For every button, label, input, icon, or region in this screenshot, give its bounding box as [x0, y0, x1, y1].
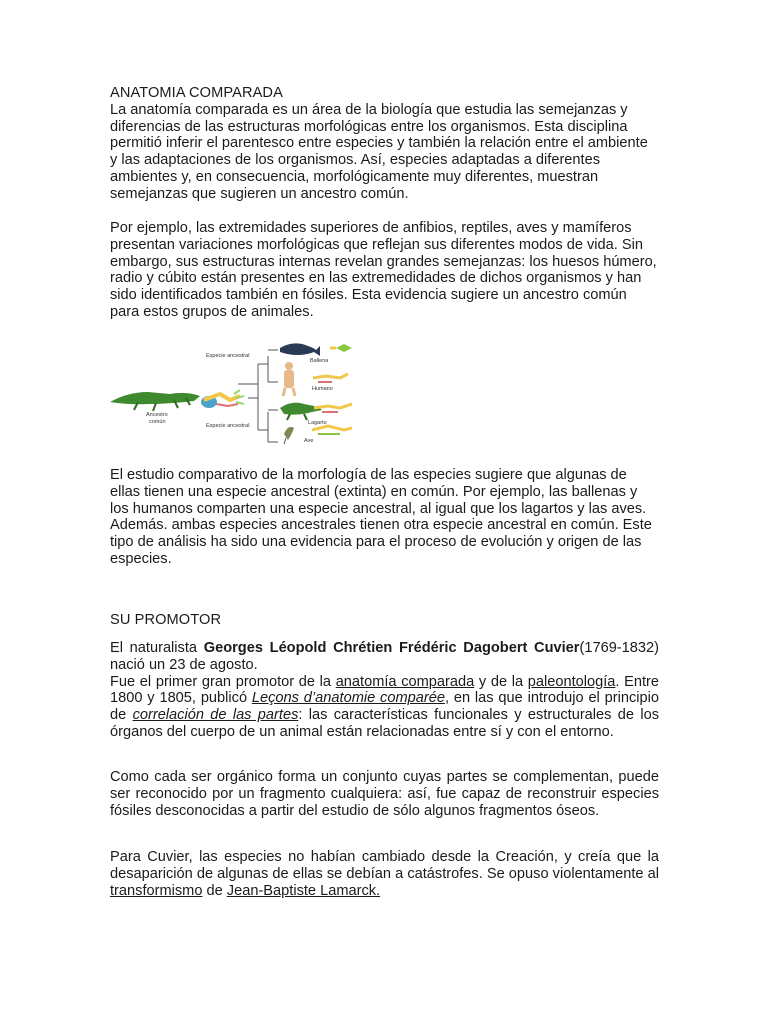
bird-image — [284, 426, 352, 444]
section-promotor — [110, 612, 659, 629]
label-humano: Humano — [312, 386, 333, 392]
section-title-anatomia: ANATOMIA COMPARADA — [110, 85, 283, 101]
ancestor-limb-image — [201, 390, 244, 408]
paragraph-intro: La anatomía comparada es un área de la biología que estudia las semejanzas y diferencias de las estructuras morfológicas entre los organismos. Esta disciplina permitió inferir el parentesco entre especies y también la relación entre el ambiente y las adaptaciones de los organismos. Así, especies adaptadas a diferentes ambientes y, en consecuencia, morfológicamente muy diferentes, muestran semejanzas que sugieren un ancestro común. — [110, 101, 648, 202]
paragraph-cuvier-text: El naturalista Georges Léopold Chrétien Frédéric Dagobert Cuvier(1769-1832) nació un 23 de agosto. Fue el primer gran promotor de la anatomía comparada y de la paleontología. Entre 1800 y 1805, publicó Leçons d’anatomie comparée, en las que introdujo el principio de correlación de las partes: las características funcionales y estructurales de los órganos del cuerpo de un animal están relacionadas entre sí y con el entorno. — [110, 640, 660, 740]
ancestor-reptile-image — [110, 392, 200, 425]
label-ave: Ave — [304, 438, 314, 444]
link-correlacion[interactable]: correlación de las partes — [132, 707, 299, 724]
link-paleontologia[interactable]: paleontología — [527, 673, 616, 690]
label-lagarto: Lagarto — [308, 420, 327, 426]
section-title-promotor: SU PROMOTOR — [110, 612, 222, 628]
label-ancestral-top: Especie ancestral — [206, 353, 250, 359]
phylogeny-figure — [108, 334, 352, 446]
lizard-image — [280, 403, 352, 426]
paragraph-organico-text: Como cada ser orgánico forma un conjunto cuyas partes se complementan, puede ser reconocido por un fragmento cualquiera: así, fue capaz de reconstruir especies fósiles desconocidas a partir del estudio de sólo algunos fragmentos óseos. — [110, 769, 659, 819]
section-anatomia — [110, 85, 659, 203]
paragraph-creacion — [110, 849, 659, 899]
link-anatomia-comparada[interactable]: anatomía comparada — [335, 673, 475, 690]
human-image — [283, 362, 348, 396]
paragraph-cuvier — [110, 640, 659, 741]
label-ancestro: Ancestro — [146, 412, 168, 418]
paragraph-example — [110, 220, 659, 321]
link-lamarck[interactable]: Jean-Baptiste Lamarck. — [226, 882, 381, 899]
paragraph-ancestral-text: El estudio comparativo de la morfología de las especies sugiere que algunas de ellas tienen una especie ancestral (extinta) en común. Por ejemplo, las ballenas y los humanos comparten una especie ancestral, al igual que los lagartos y las aves. Además. ambas especies ancestrales tienen otra especie ancestral en común. Este tipo de análisis ha sido una evidencia para el proceso de evolución y origen de las especies. — [110, 467, 652, 567]
label-ancestral-bottom: Especie ancestral — [206, 423, 250, 429]
link-lecons[interactable]: Leçons d’anatomie comparée — [251, 690, 445, 707]
paragraph-creacion-text: Para Cuvier, las especies no habían cambiado desde la Creación, y creía que la desaparición de algunas de ellas se debían a catástrofes. Se opuso violentamente al transformismo de Jean-Baptiste Lamarck. — [110, 849, 659, 899]
label-comun: común — [149, 419, 166, 425]
phylogeny-illustration — [108, 334, 352, 446]
paragraph-example-text: Por ejemplo, las extremidades superiores de anfibios, reptiles, aves y mamíferos presentan variaciones morfológicas que reflejan sus diferentes modos de vida. Sin embargo, sus estructuras internas revelan grandes semejanzas: los huesos húmero, radio y cúbito están presentes en las extremedidades de dichos organismos y han sido identificados también en fósiles. Esta evidencia sugiere un ancestro común para estos grupos de animales. — [110, 220, 657, 320]
cuvier-name: Georges Léopold Chrétien Frédéric Dagobert Cuvier — [203, 640, 580, 656]
paragraph-ancestral — [110, 467, 659, 568]
link-transformismo[interactable]: transformismo — [110, 882, 203, 899]
paragraph-organico — [110, 769, 659, 819]
whale-image — [280, 343, 352, 364]
label-ballena: Ballena — [310, 358, 329, 364]
